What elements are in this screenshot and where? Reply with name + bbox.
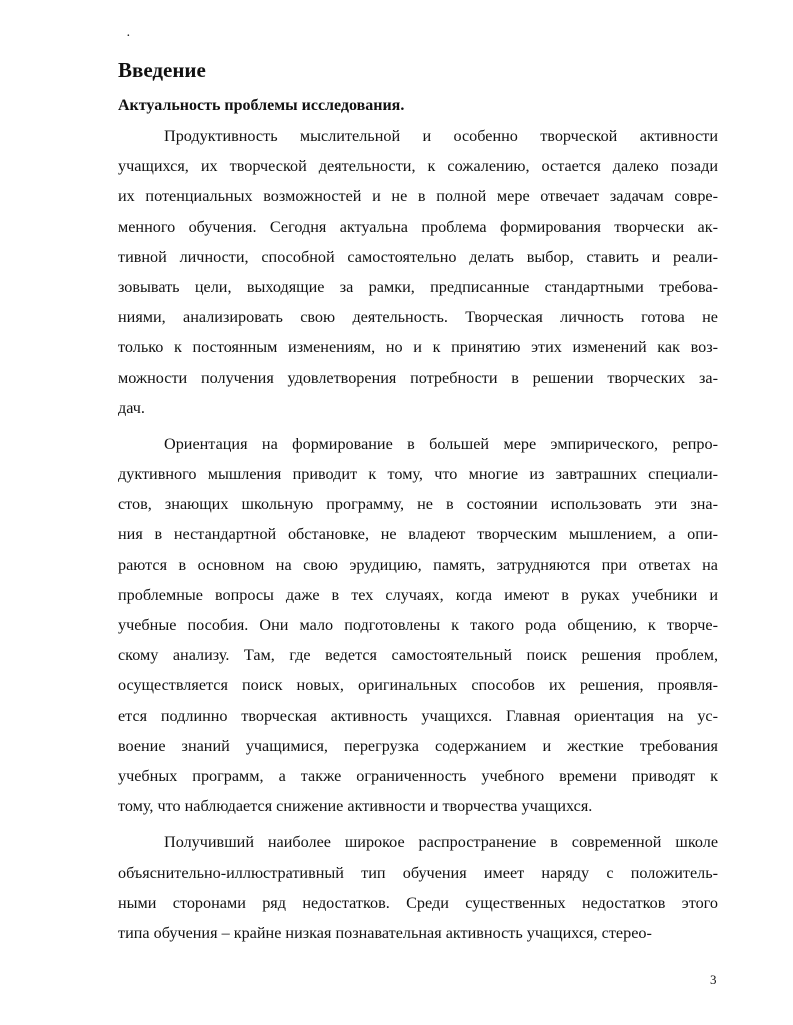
text-line: объяснительно-иллюстративный тип обучения имеет наряду с положитель-: [118, 863, 718, 882]
text-line: раются в основном на свою эрудицию, память, затрудняются при ответах на: [118, 555, 718, 574]
text-line: только к постоянным изменениям, но и к принятию этих изменений как воз-: [118, 338, 718, 357]
text-line: тому, что наблюдается снижение активности и творчества учащихся.: [118, 797, 593, 816]
page-title: Введение: [118, 58, 206, 82]
text-line: проблемные вопросы даже в тех случаях, когда имеют в руках учебники и: [118, 585, 718, 604]
paragraph: [118, 827, 718, 948]
body-text: [118, 121, 718, 954]
text-line: ния в нестандартной обстановке, не владеют творческим мышлением, а опи-: [118, 525, 718, 544]
text-line: тивной личности, способной самостоятельно делать выбор, ставить и реали-: [118, 247, 718, 266]
text-line: зовывать цели, выходящие за рамки, предписанные стандартными требова-: [118, 277, 718, 296]
text-line: ется подлинно творческая активность учащихся. Главная ориентация на ус-: [118, 706, 718, 725]
text-line: дуктивного мышления приводит к тому, что многие из завтрашних специали-: [118, 465, 718, 484]
text-line: ными сторонами ряд недостатков. Среди существенных недостатков этого: [118, 893, 718, 912]
text-line: учащихся, их творческой деятельности, к сожалению, остается далеко позади: [118, 157, 718, 176]
text-line: учебных программ, а также ограниченность учебного времени приводят к: [118, 766, 718, 785]
text-line: Продуктивность мыслительной и особенно творческой активности: [164, 127, 718, 145]
text-line: Получивший наиболее широкое распространение в современной школе: [164, 833, 718, 852]
text-line: воение знаний учащимися, перегрузка содержанием и жесткие требования: [118, 736, 718, 755]
text-line: менного обучения. Сегодня актуальна проблема формирования творчески ак-: [118, 217, 718, 236]
text-line: их потенциальных возможностей и не в полной мере отвечает задачам совре-: [118, 187, 718, 206]
page-number: 3: [710, 972, 717, 987]
scan-mark: ·: [126, 29, 131, 44]
section-subtitle: Актуальность проблемы исследования.: [118, 97, 405, 114]
paragraph: [118, 429, 718, 821]
text-line: стов, знающих школьную программу, не в состоянии использовать эти зна-: [118, 495, 718, 514]
paragraph: [118, 121, 718, 423]
text-line: учебные пособия. Они мало подготовлены к такого рода общению, к творче-: [118, 616, 718, 634]
text-line: Ориентация на формирование в большей мере эмпирического, репро-: [164, 434, 718, 453]
text-line: ниями, анализировать свою деятельность. Творческая личность готова не: [118, 308, 718, 327]
text-line: дач.: [118, 398, 145, 417]
text-line: типа обучения – крайне низкая познавательная активность учащихся, стерео-: [118, 923, 652, 942]
text-line: скому анализу. Там, где ведется самостоятельный поиск решения проблем,: [118, 646, 718, 665]
text-line: можности получения удовлетворения потребности в решении творческих за-: [118, 368, 718, 387]
text-line: осуществляется поиск новых, оригинальных способов их решения, проявля-: [118, 676, 718, 695]
